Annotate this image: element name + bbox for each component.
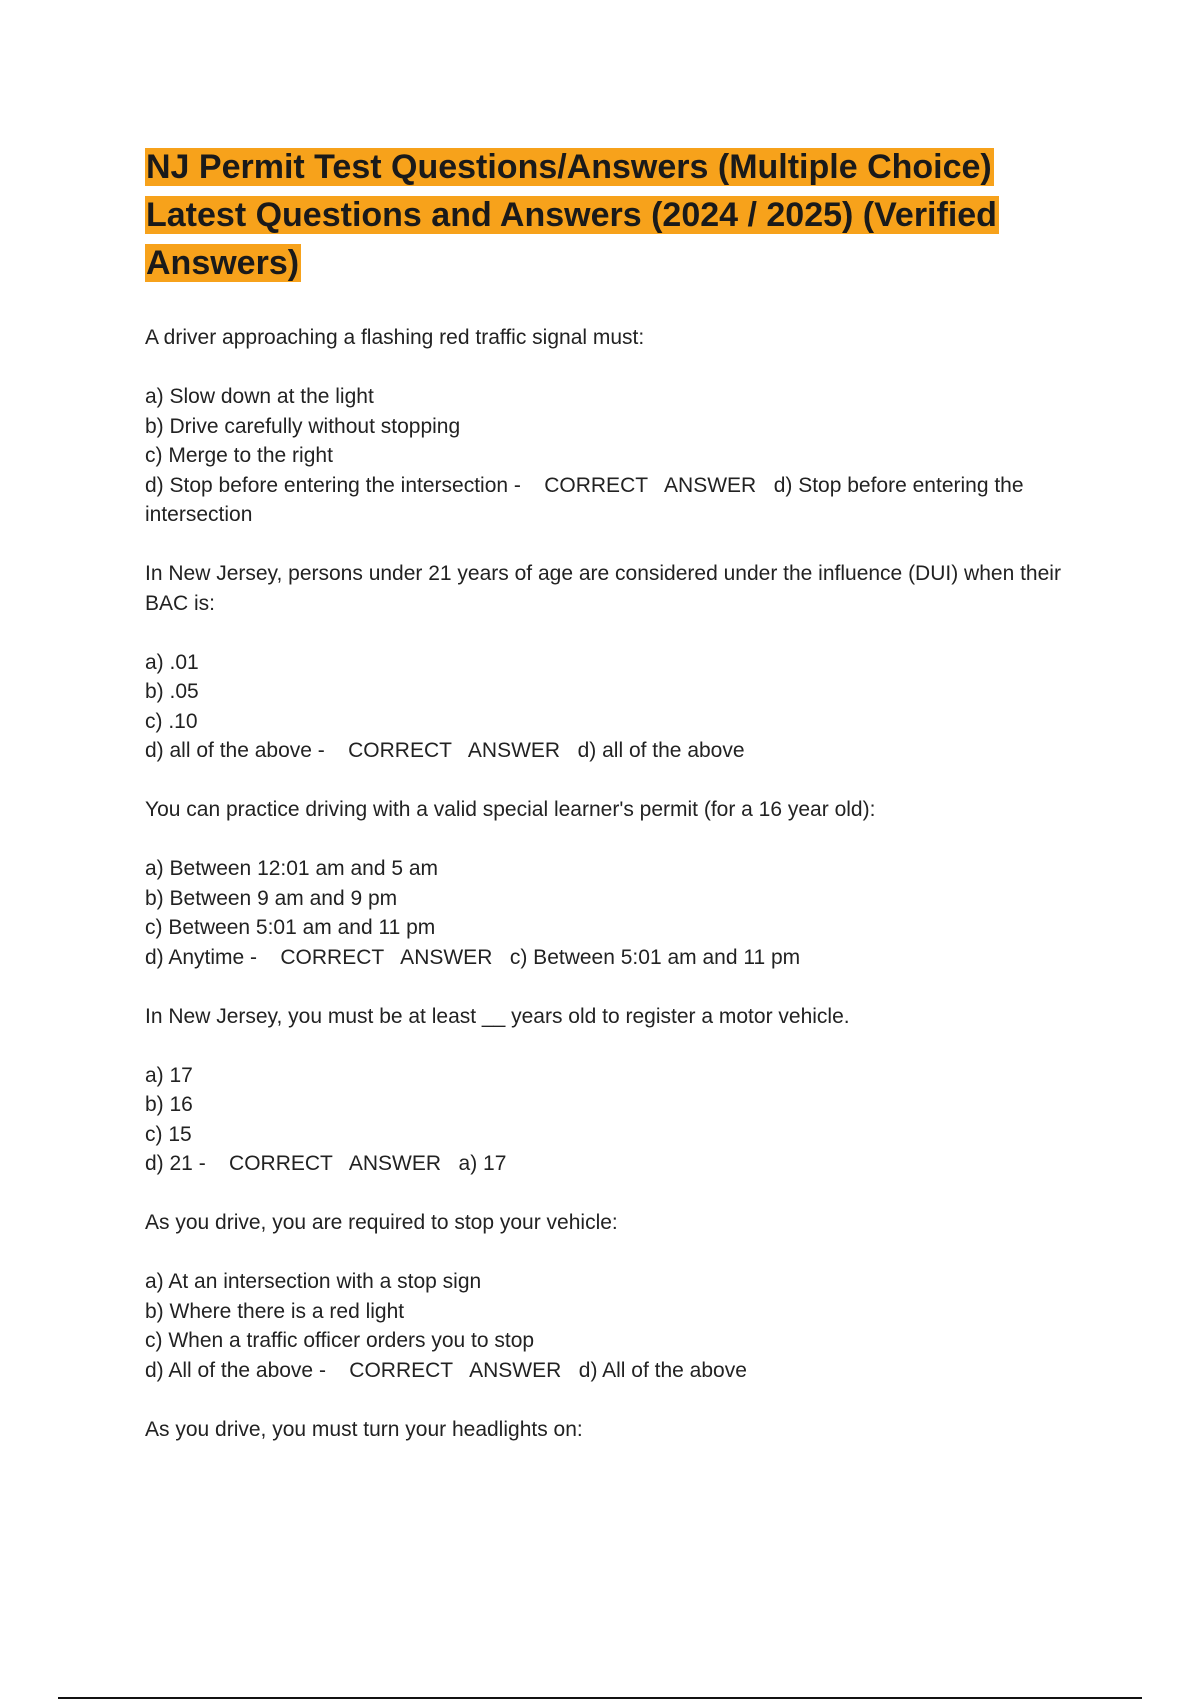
- question-block: [145, 795, 1085, 972]
- question-text: As you drive, you are required to stop your vehicle:: [145, 1211, 618, 1234]
- option-d: d) All of the above -: [145, 1358, 326, 1382]
- option-a: a) Slow down at the light: [145, 385, 374, 408]
- correct-answer: c) Between 5:01 am and 11 pm: [509, 945, 801, 969]
- option-d-with-answer: [145, 1356, 1085, 1386]
- correct-answer-label: CORRECT ANSWER: [257, 945, 510, 969]
- correct-answer: d) Stop before entering the intersection: [145, 473, 1024, 526]
- option-c: c) Between 5:01 am and 11 pm: [145, 916, 436, 939]
- title-line-3: Answers): [146, 244, 300, 282]
- question-block: [145, 323, 1085, 530]
- question-text: In New Jersey, you must be at least __ years old to register a motor vehicle.: [145, 1004, 850, 1028]
- option-a: a) Between 12:01 am and 5 am: [145, 857, 439, 880]
- option-b: b) Between 9 am and 9 pm: [145, 886, 398, 910]
- correct-answer: d) All of the above: [578, 1358, 747, 1382]
- option-d-with-answer: [145, 943, 1085, 973]
- question-block: [145, 1208, 1085, 1385]
- option-c: c) Merge to the right: [145, 444, 333, 467]
- title-line-2: Latest Questions and Answers (2024 / 2025) (Verified: [146, 196, 997, 234]
- question-text: In New Jersey, persons under 21 years of age are considered under the influence (DUI) when their BAC is:: [145, 562, 1061, 615]
- option-d: d) all of the above -: [145, 739, 325, 762]
- correct-answer: a) 17: [458, 1152, 507, 1175]
- option-d-with-answer: [145, 471, 1085, 530]
- footer-divider: [58, 1697, 1142, 1699]
- correct-answer-label: CORRECT ANSWER: [520, 473, 774, 497]
- option-a: a) .01: [145, 650, 199, 674]
- document-title: [145, 143, 1075, 287]
- option-b: b) 16: [145, 1093, 193, 1116]
- correct-answer-label: CORRECT ANSWER: [324, 739, 578, 762]
- question-text: A driver approaching a flashing red traffic signal must:: [145, 326, 645, 349]
- option-d: d) Stop before entering the intersection -: [145, 473, 521, 497]
- trailing-question-text: As you drive, you must turn your headlights on:: [145, 1417, 583, 1441]
- question-text: You can practice driving with a valid special learner's permit (for a 16 year old):: [145, 798, 876, 821]
- option-c: c) 15: [145, 1122, 192, 1146]
- question-block: [145, 559, 1085, 766]
- option-d: d) 21 -: [145, 1152, 206, 1175]
- option-d-with-answer: [145, 1149, 1085, 1179]
- option-d-with-answer: [145, 736, 1085, 766]
- correct-answer: d) all of the above: [577, 739, 745, 762]
- title-line-1: NJ Permit Test Questions/Answers (Multiple Choice): [146, 148, 992, 186]
- option-c: c) When a traffic officer orders you to stop: [145, 1329, 535, 1352]
- option-b: b) Drive carefully without stopping: [145, 414, 461, 438]
- correct-answer-label: CORRECT ANSWER: [205, 1152, 459, 1175]
- question-block: [145, 1002, 1085, 1179]
- option-b: b) .05: [145, 680, 199, 703]
- questions-list: [145, 323, 1085, 1474]
- option-c: c) .10: [145, 709, 198, 733]
- option-a: a) 17: [145, 1063, 193, 1087]
- option-b: b) Where there is a red light: [145, 1299, 405, 1323]
- correct-answer-label: CORRECT ANSWER: [325, 1358, 579, 1382]
- option-a: a) At an intersection with a stop sign: [145, 1270, 482, 1293]
- option-d: d) Anytime -: [145, 945, 258, 969]
